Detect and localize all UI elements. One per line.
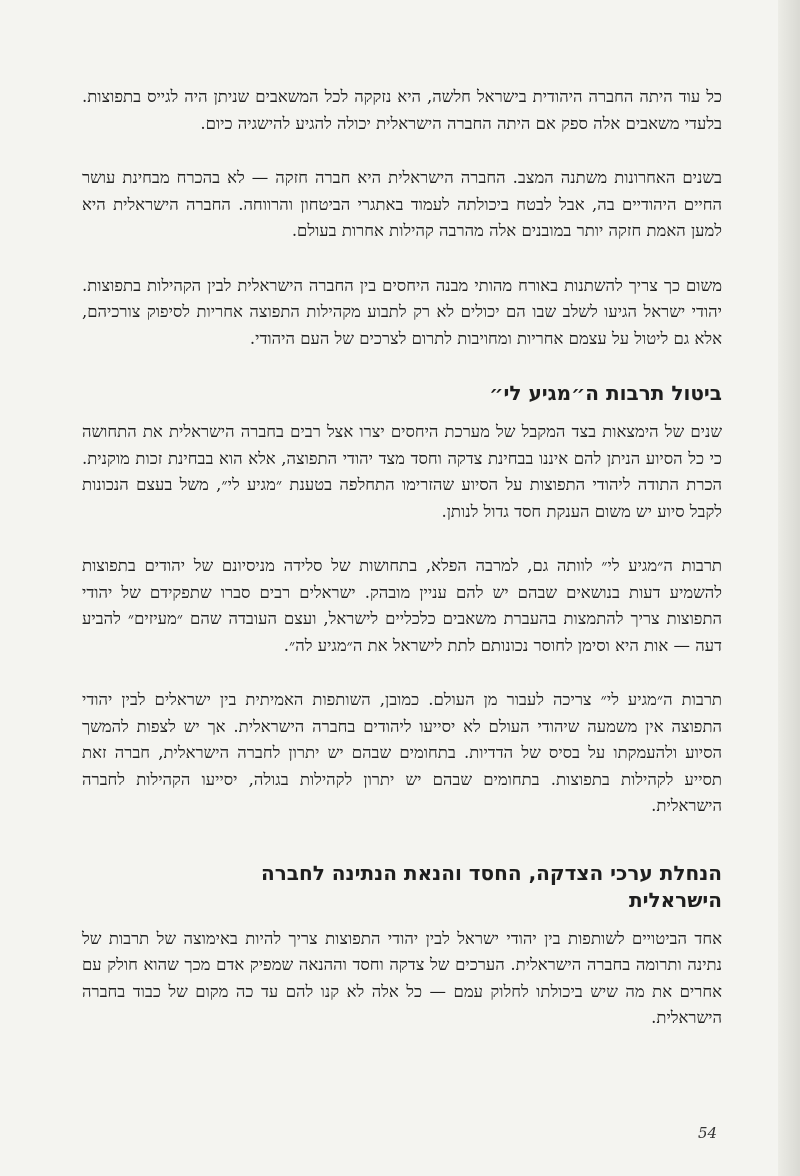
paragraph-4: שנים של הימצאות בצד המקבל של מערכת היחסים יצרו אצל רבים בחברה הישראלית את התחושה כי כל הסיוע הניתן להם איננו בבחינת צדקה וחסד מצד יהודי התפוצה, אלא הוא בבחינת זכות מוקנית. הכרת התודה ליהודי התפוצות על הסיוע שהזרימו התחלפה בטענת ״מגיע לי״, משל בעצם הנכונות לקבל סיוע יש משום הענקת חסד גדול לנותן. [82, 422, 722, 521]
page-edge-shadow [778, 0, 800, 1176]
paragraph-3: משום כך צריך להשתנות באורח מהותי מבנה היחסים בין החברה הישראלית לבין הקהילות בתפוצות. יהודי ישראל הגיעו לשלב שבו הם יכולים לא רק לתבוע מקהילות התפוצה אחריות לסיפוק צורכיהם, אלא גם ליטול על עצמם אחריות ומחויבות לתרום לצרכים של העם היהודי. [82, 275, 722, 348]
paragraph-5: תרבות ה״מגיע לי״ לוותה גם, למרבה הפלא, בתחושות של סלידה מניסיונם של יהודים בתפוצות להשמיע דעות בנושאים שבהם יש להם עניין מובהק. ישראלים רבים סברו שתפקידם של יהודי התפוצות צריך להתמצות בהעברת משאבים כלכליים לישראל, ועצם העובדה שהם ״מעיזים״ להביע דעה — אות היא וסימן לחוסר נכונותם לתת לישראל את ה״מגיע לה״. [82, 556, 722, 655]
paragraph-1: כל עוד היתה החברה היהודית בישראל חלשה, היא נזקקה לכל המשאבים שניתן היה לגייס בתפוצות. בלעדי משאבים אלה ספק אם היתה החברה הישראלית יכולה להגיע להישגיה כיום. [82, 87, 722, 133]
paragraph-7: אחד הביטויים לשותפות בין יהודי ישראל לבין יהודי התפוצות צריך להיות באימוצה של תרבות של נתינה ותרומה בחברה הישראלית. הערכים של צדקה וחסד וההנאה שמפיק אדם מכך שהוא חולק עם אחרים את מה שיש ביכולתו לחלוק עמם — כל אלה לא קנו להם עד כה מקום של כבוד בחברה הישראלית. [82, 928, 722, 1027]
paragraph-6: תרבות ה״מגיע לי״ צריכה לעבור מן העולם. כמובן, השותפות האמיתית בין ישראלים לבין יהודי התפוצה אין משמעה שיהודי העולם לא יסייעו ליהודים בחברה הישראלית. אך יש לצפות להמשך הסיוע ולהעמקתו על בסיס של הדדיות. בתחומים שבהם יש יתרון לחברה הישראלית, חברה זאת תסייע לקהילות בתפוצות. בתחומים שבהם יש יתרון לקהילות בגולה, יסייעו הקהילות לחברה הישראלית. [82, 690, 722, 815]
page-number: 54 [698, 1124, 718, 1142]
section-heading-2: הנחלת ערכי הצדקה, החסד והנאת הנתינה לחברה הישראלית [261, 860, 722, 912]
section-heading-1: ביטול תרבות ה״מגיע לי״ [489, 381, 722, 405]
paragraph-2: בשנים האחרונות משתנה המצב. החברה הישראלית היא חברה חזקה — לא בהכרח מבחינת עושר החיים היהודיים בה, אבל לבטח ביכולתה לעמוד באתגרי הביטחון והרווחה. החברה הישראלית היא למען האמת חזקה יותר במובנים אלה מהרבה קהילות אחרות בעולם. [82, 168, 722, 240]
page-body [82, 84, 722, 1060]
